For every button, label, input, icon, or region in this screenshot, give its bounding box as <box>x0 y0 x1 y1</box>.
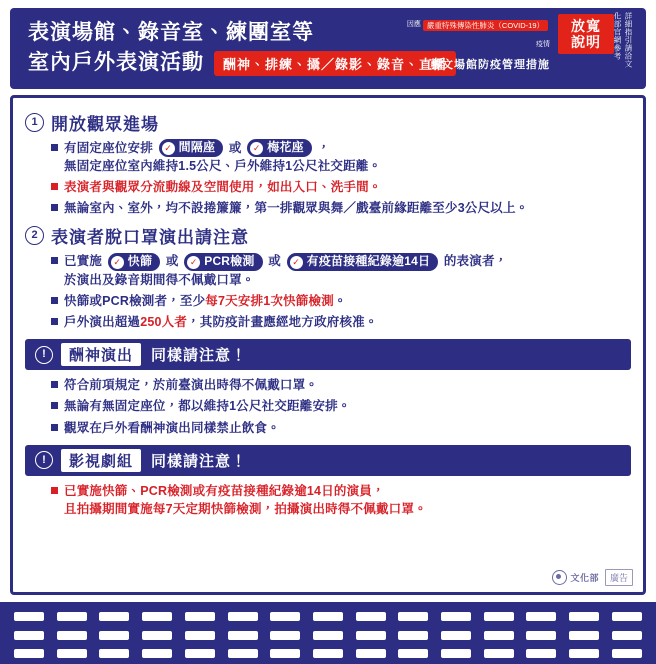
seat <box>612 631 642 640</box>
header-badge-vertical-note: 詳細指引請洽文化部官網參考 <box>613 12 633 68</box>
seat <box>14 631 44 640</box>
header-title-line2: 室內戶外表演活動 <box>28 51 204 75</box>
seat-column <box>612 612 642 658</box>
seat <box>228 612 258 621</box>
header-badge <box>558 14 636 78</box>
banner-worship-performance <box>25 339 631 370</box>
seat <box>612 612 642 621</box>
ad-label: 廣告 <box>605 569 633 586</box>
content-card <box>10 95 646 595</box>
list-item <box>51 313 631 331</box>
bullet-square-icon <box>51 297 58 304</box>
section-2-bullets <box>51 252 631 331</box>
banner-film-crew <box>25 445 631 476</box>
seat <box>270 612 300 621</box>
seat-column <box>356 612 386 658</box>
check-icon: ✓ <box>162 142 175 155</box>
seat <box>99 649 129 658</box>
seat-column <box>270 612 300 658</box>
check-icon: ✓ <box>250 142 263 155</box>
poster-root <box>0 8 656 664</box>
bullet-square-icon <box>51 183 58 190</box>
chip-plum-blossom-seating: ✓ 梅花座 <box>247 139 312 157</box>
seat <box>484 612 514 621</box>
seat <box>569 612 599 621</box>
banner-note: 同樣請注意！ <box>151 452 248 470</box>
chip-pcr-test: ✓ PCR檢測 <box>184 253 262 271</box>
list-item <box>51 292 631 310</box>
bullet-text: 有固定座位安排 ✓ 間隔座 或 ✓ 梅花座 ， 無固定座位室內維持1.5公尺、戶外維持1公尺社交距離。 <box>64 140 382 173</box>
seat <box>57 649 87 658</box>
bullet-text: 已實施 ✓ 快篩 或 ✓ PCR檢測 或 ✓ 有疫苗接種紀錄逾14日 的表演者， 於演出及錄音期間得不佩戴口罩。 <box>64 254 508 287</box>
seat <box>526 612 556 621</box>
seat <box>526 649 556 658</box>
bullet-text: 快篩或PCR檢測者，至少每7天安排1次快篩檢測。 <box>64 294 347 308</box>
bullet-text: 戶外演出超過250人者，其防疫計畫應經地方政府核准。 <box>64 315 378 330</box>
seat <box>398 649 428 658</box>
seat <box>612 649 642 658</box>
chip-spaced-seating: ✓ 間隔座 <box>159 139 224 157</box>
bullet-square-icon <box>51 402 58 409</box>
seat-column <box>398 612 428 658</box>
seat <box>313 612 343 621</box>
seat <box>484 631 514 640</box>
bullet-text: 表演者與觀眾分流動線及空間使用，如出入口、洗手間。 <box>64 180 382 195</box>
banner-2-bullets <box>51 482 631 518</box>
seat-column <box>185 612 215 658</box>
seat <box>356 631 386 640</box>
seat <box>57 612 87 621</box>
list-item <box>51 178 631 196</box>
seat <box>57 631 87 640</box>
seat-column <box>526 612 556 658</box>
bullet-text: 符合前項規定，於前臺演出時得不佩戴口罩。 <box>64 378 319 393</box>
bullet-text-line1: 已實施快篩、PCR檢測或有疫苗接種紀錄逾14日的演員， <box>64 483 385 498</box>
seat-rows <box>0 612 656 658</box>
header-side-pill: 嚴重特殊傳染性肺炎（COVID-19） <box>423 20 548 31</box>
bullet-square-icon <box>51 424 58 431</box>
check-icon: ✓ <box>111 256 124 269</box>
logo-label: 文化部 <box>570 572 599 583</box>
seat <box>14 612 44 621</box>
list-item <box>51 376 631 394</box>
bullet-square-icon <box>51 487 58 494</box>
footer-seat-bar <box>0 602 656 664</box>
chip-rapid-test: ✓ 快篩 <box>108 253 160 271</box>
seat <box>185 612 215 621</box>
section-2-number: 2 <box>25 226 44 245</box>
seat <box>270 631 300 640</box>
bullet-square-icon <box>51 144 58 151</box>
culture-logo-icon <box>552 570 567 585</box>
footer-logo-area <box>552 569 633 586</box>
bullet-text-line2: 且拍攝期間實施每7天定期快篩檢測，拍攝演出時 <box>64 501 338 516</box>
section-1-number: 1 <box>25 113 44 132</box>
seat <box>14 649 44 658</box>
list-item <box>51 419 631 437</box>
seat <box>569 649 599 658</box>
seat <box>313 631 343 640</box>
seat-column <box>57 612 87 658</box>
bullet-square-icon <box>51 381 58 388</box>
seat-column <box>14 612 44 658</box>
banner-note: 同樣請注意！ <box>151 347 248 365</box>
list-item <box>51 199 631 217</box>
banner-tag: 酬神演出 <box>61 343 141 366</box>
header-title-line1: 表演場館、錄音室、練團室等 <box>28 21 314 44</box>
seat-column <box>142 612 172 658</box>
ministry-of-culture-logo <box>552 570 599 585</box>
seat-column <box>569 612 599 658</box>
seat <box>441 631 471 640</box>
seat <box>228 649 258 658</box>
section-2-heading <box>25 223 631 248</box>
relaxation-badge: 放寬說明 <box>558 14 614 54</box>
seat-column <box>313 612 343 658</box>
list-item <box>51 482 631 518</box>
seat-column <box>228 612 258 658</box>
seat <box>142 612 172 621</box>
list-item <box>51 252 631 289</box>
seat <box>398 631 428 640</box>
exclamation-icon: ! <box>35 346 53 364</box>
bullet-square-icon <box>51 318 58 325</box>
header-subtitle-pill: 酬神、排練、攝／錄影、錄音、直播 <box>214 51 456 76</box>
seat <box>569 631 599 640</box>
emphasis-text: 得不佩戴口罩 <box>337 501 415 516</box>
section-1-bullets <box>51 139 631 218</box>
seat <box>185 631 215 640</box>
emphasis-text: 250人者 <box>140 315 188 330</box>
bullet-text: 無論室內、室外，均不設捲簾簾，第一排觀眾與舞／戲臺前緣距離至少3公尺以上。 <box>64 201 529 216</box>
bullet-square-icon <box>51 204 58 211</box>
header-side-prefix: 因應 <box>406 21 421 29</box>
list-item <box>51 397 631 415</box>
seat <box>99 631 129 640</box>
seat <box>356 649 386 658</box>
check-icon: ✓ <box>290 256 303 269</box>
poster-header <box>10 8 646 89</box>
bullet-text: 觀眾在戶外看酬神演出同樣禁止飲食。 <box>64 420 280 435</box>
bullet-text: 已實施快篩、PCR檢測或有疫苗接種紀錄逾14日的演員， 且拍攝期間實施每7天定期快篩檢測，拍攝演出時得不佩戴口罩。 <box>64 483 427 516</box>
seat <box>228 631 258 640</box>
header-side-line2: 藝文場館防疫管理措施 <box>430 59 550 71</box>
section-1-title: 開放觀眾進場 <box>51 114 159 134</box>
seat-column <box>484 612 514 658</box>
seat <box>398 612 428 621</box>
chip-vaccination-record: ✓ 有疫苗接種紀錄逾14日 <box>287 253 439 271</box>
check-icon: ✓ <box>187 256 200 269</box>
seat-column <box>99 612 129 658</box>
header-side-note <box>400 16 550 73</box>
section-1-heading <box>25 110 631 135</box>
bullet-text: 無論有無固定座位，都以維持1公尺社交距離安排。 <box>64 399 351 414</box>
seat <box>313 649 343 658</box>
banner-1-bullets <box>51 376 631 436</box>
seat-column <box>441 612 471 658</box>
seat <box>142 649 172 658</box>
banner-tag: 影視劇組 <box>61 449 141 472</box>
seat <box>99 612 129 621</box>
seat <box>441 612 471 621</box>
section-2-title: 表演者脫口罩演出請注意 <box>51 228 249 248</box>
header-side-suffix: 疫情 <box>536 41 550 49</box>
seat <box>484 649 514 658</box>
seat <box>185 649 215 658</box>
exclamation-icon: ! <box>35 451 53 469</box>
bullet-square-icon <box>51 257 58 264</box>
seat <box>142 631 172 640</box>
emphasis-text: 每7天安排1次快篩檢測 <box>205 294 334 308</box>
seat <box>526 631 556 640</box>
seat <box>441 649 471 658</box>
list-item <box>51 139 631 176</box>
seat <box>356 612 386 621</box>
seat <box>270 649 300 658</box>
